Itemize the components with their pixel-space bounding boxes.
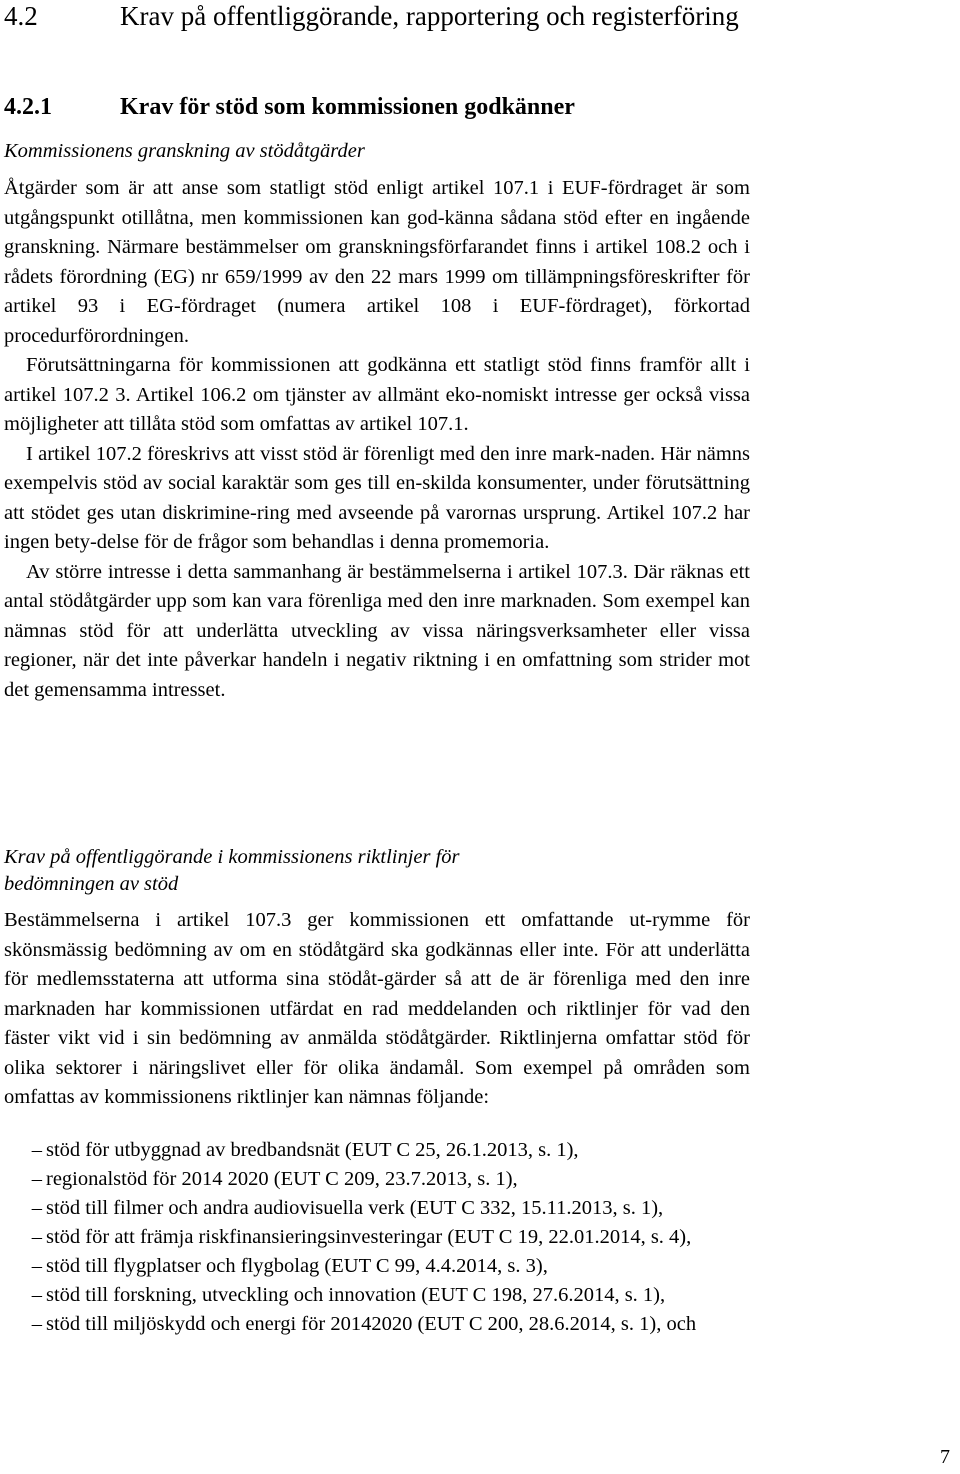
list-item-text: stöd för att främja riskfinansieringsinvesteringar (EUT C 19, 22.01.2014, s. 4), (46, 1226, 692, 1248)
guideline-list (4, 1136, 750, 1339)
page-number: 7 (940, 1446, 950, 1468)
list-item-text: stöd till filmer och andra audiovisuella verk (EUT C 332, 15.11.2013, s. 1), (46, 1197, 664, 1219)
list-item (4, 1165, 750, 1194)
dash-marker: – (31, 1139, 42, 1161)
list-item (4, 1281, 750, 1310)
paragraph: I artikel 107.2 föreskrivs att visst stöd är förenligt med den inre mark-naden. Här nämns exempelvis stöd av social karaktär som ges till en-skilda konsumenter, under förutsättning att stödet ges utan diskrimine-ring med avseende på varornas ursprung. Artikel 107.2 har ingen bety-delse för de frågor som behandlas i denna promemoria. (4, 442, 750, 553)
section2-title (4, 844, 460, 898)
dash-marker: – (31, 1168, 42, 1190)
paragraph: Av större intresse i detta sammanhang är bestämmelserna i artikel 107.3. Där räknas ett antal stödåtgärder upp som kan vara förenliga med den inre marknaden. Som exempel kan nämnas stöd för att underlätta utveckling av vissa näringsverksamheter eller vissa regioner, när det inte påverkar handeln i negativ riktning i en omfattning som strider mot det gemensamma intresset. (4, 560, 750, 701)
subsection-heading-title: Krav för stöd som kommissionen godkänner (120, 94, 575, 120)
section1-body (4, 174, 750, 705)
list-item-text: stöd till miljöskydd och energi för 20142020 (EUT C 200, 28.6.2014, s. 1), och (46, 1313, 697, 1335)
section1-title: Kommissionens granskning av stödåtgärder (4, 140, 365, 162)
dash-marker: – (31, 1313, 42, 1335)
paragraph: Förutsättningarna för kommissionen att godkänna ett statligt stöd finns framför allt i artikel 107.2 3. Artikel 106.2 om tjänster av allmänt eko-nomiskt intresse ger också vissa möjligheter att tillåta stöd som omfattas av artikel 107.1. (4, 354, 750, 435)
list-item-text: regionalstöd för 2014 2020 (EUT C 209, 23.7.2013, s. 1), (46, 1168, 518, 1190)
list-item-text: stöd till flygplatser och flygbolag (EUT C 99, 4.4.2014, s. 3), (46, 1255, 548, 1277)
dash-marker: – (31, 1255, 42, 1277)
dash-marker: – (31, 1197, 42, 1219)
subsection-heading-number: 4.2.1 (4, 94, 52, 120)
list-item-text: stöd till forskning, utveckling och innovation (EUT C 198, 27.6.2014, s. 1), (46, 1284, 666, 1306)
list-item (4, 1252, 750, 1281)
list-item (4, 1194, 750, 1223)
section-heading-number: 4.2 (4, 1, 38, 31)
dash-marker: – (31, 1226, 42, 1248)
list-item-text: stöd för utbyggnad av bredbandsnät (EUT C 25, 26.1.2013, s. 1), (46, 1139, 579, 1161)
list-item (4, 1136, 750, 1165)
section2-title-line2: bedömningen av stöd (4, 873, 179, 895)
dash-marker: – (31, 1284, 42, 1306)
paragraph: Åtgärder som är att anse som statligt stöd enligt artikel 107.1 i EUF-fördraget är som utgångspunkt otillåtna, men kommissionen kan god-känna sådana stöd efter en ingående granskning. Närmare bestämmelser om granskningsförfarandet finns i artikel 108.2 och i rådets förordning (EG) nr 659/1999 av den 22 mars 1999 om tillämpningsföreskrifter för artikel 93 i EG-fördraget (numera artikel 108 i EUF-fördraget), förkortad procedurförordningen. (4, 177, 750, 347)
section2-body (4, 906, 750, 1113)
paragraph: Bestämmelserna i artikel 107.3 ger kommissionen ett omfattande ut-rymme för skönsmässig bedömning av om en stödåtgärd ska godkännas eller inte. För att underlätta för medlemsstaterna att utforma sina stödåt-gärder så att de är förenliga med den inre marknaden har kommissionen utfärdat en rad meddelanden och riktlinjer för vad den fäster vikt vid i sin bedömning av anmälda stödåtgärder. Riktlinjerna omfattar stöd för olika sektorer i näringslivet eller för olika ändamål. Som exempel på områden som omfattas av kommissionens riktlinjer kan nämnas följande: (4, 909, 750, 1108)
section2-title-line1: Krav på offentliggörande i kommissionens riktlinjer för (4, 846, 460, 868)
list-item (4, 1310, 750, 1339)
section-heading-title: Krav på offentliggörande, rapportering och registerföring (120, 1, 739, 31)
list-item (4, 1223, 750, 1252)
